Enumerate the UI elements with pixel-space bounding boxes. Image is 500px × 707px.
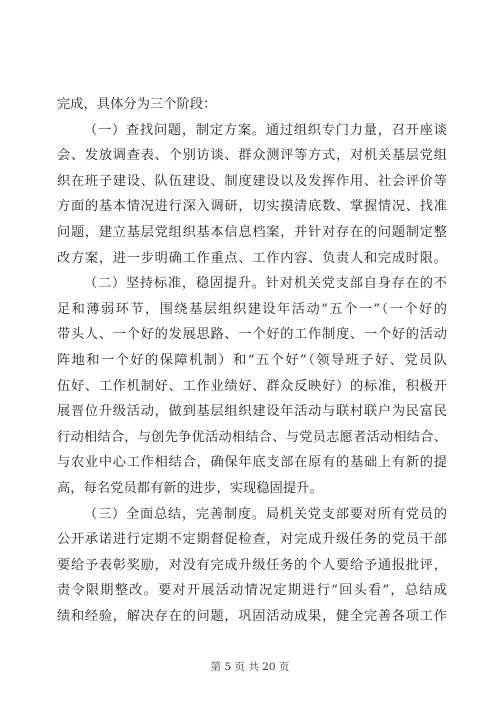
text-line: 完成，具体分为三个阶段：	[57, 97, 217, 112]
text-line: 织在班子建设、队伍建设、制度建设以及发挥作用、社会评价等	[57, 173, 447, 189]
text-line: 行动相结合，与创先争优活动相结合、与党员志愿者活动相结合、	[57, 429, 447, 445]
text-line: （二）坚持标准，稳固提升。针对机关党支部自身存在的不	[84, 276, 447, 292]
text-line: （三）全面总结，完善制度。局机关党支部要对所有党员的	[84, 506, 447, 522]
text-line: 公开承诺进行定期不定期督促检查，对完成升级任务的党员干部	[57, 532, 447, 548]
text-line: 会、发放调查表、个别访谈、群众测评等方式，对机关基层党组	[57, 148, 447, 164]
text-line: 与农业中心工作相结合，确保年底支部在原有的基础上有新的提	[57, 455, 447, 471]
text-line: （一）查找问题，制定方案。通过组织专门力量，召开座谈	[84, 122, 447, 138]
text-line: 高，每名党员都有新的进步，实现稳固提升。	[57, 480, 323, 496]
text-line: 足和薄弱环节，围绕基层组织建设年活动“五个一”（一个好的	[57, 301, 447, 317]
text-line: 伍好、工作机制好、工作业绩好、群众反映好）的标准，积极开	[57, 378, 447, 394]
document-body	[57, 92, 447, 629]
text-line: 责令限期整改。要对开展活动情况定期进行“回头看”，总结成	[57, 583, 447, 599]
page-number-footer: 第 5 页 共 20 页	[210, 661, 290, 673]
text-line: 方面的基本情况进行深入调研，切实摸清底数、掌握情况、找准	[57, 199, 447, 215]
text-line: 绩和经验，解决存在的问题，巩固活动成果，健全完善各项工作	[57, 608, 447, 624]
text-line: 问题，建立基层党组织基本信息档案，并针对存在的问题制定整	[57, 224, 447, 240]
text-line: 改方案，进一步明确工作重点、工作内容、负责人和完成时限。	[57, 250, 447, 266]
text-line: 带头人、一个好的发展思路、一个好的工作制度、一个好的活动	[57, 327, 447, 343]
text-line: 阵地和一个好的保障机制）和“五个好”（领导班子好、党员队	[57, 352, 447, 368]
text-line: 展晋位升级活动，做到基层组织建设年活动与联村联户为民富民	[57, 404, 447, 420]
text-line: 要给予表彰奖励，对没有完成升级任务的个人要给予通报批评，	[57, 557, 447, 573]
